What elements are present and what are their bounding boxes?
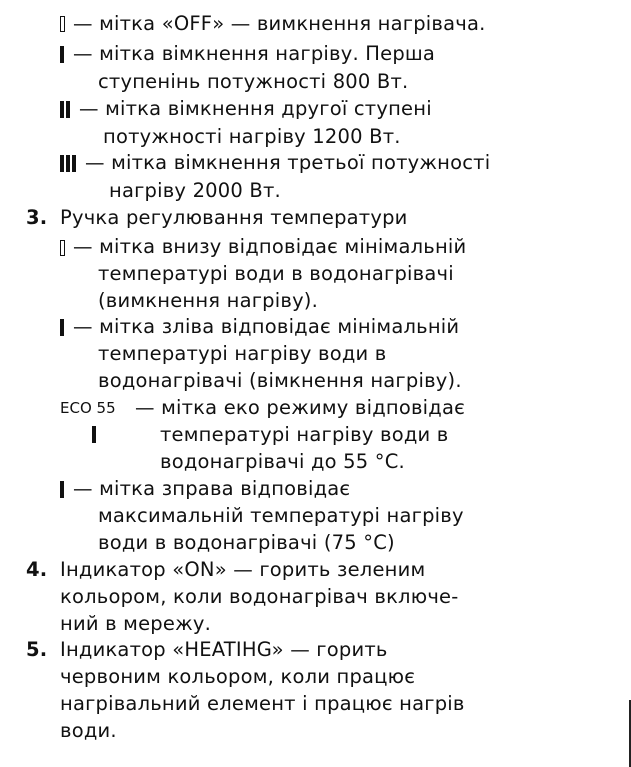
level1-mark-text-line1: — мітка вімкнення нагріву. Перша bbox=[73, 42, 436, 65]
item-5-text-line2: червоним кольором, коли працює bbox=[60, 665, 416, 688]
level3-mark-text-line2: нагріву 2000 Вт. bbox=[109, 179, 281, 202]
item-5-text-line4: води. bbox=[60, 719, 117, 742]
item-5-text-line3: нагрівальний елемент і працює нагрів bbox=[60, 692, 465, 715]
level1-mark-text-line2: ступенінь потужності 800 Вт. bbox=[98, 70, 409, 93]
level2-mark-text-line2: потужності нагріву 1200 Вт. bbox=[103, 125, 401, 148]
eco-mark-text-line2: температурі нагріву води в bbox=[160, 423, 449, 446]
item-5-number: 5. bbox=[26, 638, 48, 661]
left-mark-text-line1: — мітка зліва відповідає мінімальній bbox=[73, 315, 460, 338]
bottom-mark-text-line3: (вимкнення нагріву). bbox=[98, 289, 319, 312]
right-mark-text-line2: максимальній температурі нагріву bbox=[98, 504, 464, 527]
item-4-text-line3: ний в мережу. bbox=[60, 612, 211, 635]
level3-mark-text-line1: — мітка вімкнення третьої потужності bbox=[85, 151, 491, 174]
left-mark-text-line2: температурі нагріву води в bbox=[98, 342, 387, 365]
item-4-text-line1: Індикатор «ON» — горить зеленим bbox=[60, 558, 426, 581]
eco-mark-text-line1: — мітка еко режиму відповідає bbox=[135, 396, 465, 419]
level2-mark-text-line1: — мітка вімкнення другої ступені bbox=[79, 97, 432, 120]
off-mark-text: — мітка «OFF» — вимкнення нагрівача. bbox=[73, 12, 486, 35]
left-mark-text-line3: водонагрівачі (вімкнення нагріву). bbox=[98, 369, 462, 392]
bottom-mark-text-line1: — мітка внизу відповідає мінімальній bbox=[73, 235, 467, 258]
item-3-number: 3. bbox=[26, 206, 48, 229]
item-3-title: Ручка регулювання температури bbox=[60, 206, 408, 229]
right-mark-text-line3: води в водонагрівачі (75 °C) bbox=[98, 531, 395, 554]
eco-mark-text-line3: водонагрівачі до 55 °C. bbox=[160, 450, 405, 473]
eco-mark-label: ECO 55 bbox=[60, 399, 116, 417]
item-4-text-line2: кольором, коли водонагрівач включе- bbox=[60, 585, 459, 608]
item-5-text-line1: Індикатор «HEATIHG» — горить bbox=[60, 638, 388, 661]
item-4-number: 4. bbox=[26, 558, 48, 581]
right-mark-text-line1: — мітка зправа відповідає bbox=[73, 477, 351, 500]
bottom-mark-text-line2: температурі води в водонагрівачі bbox=[98, 262, 454, 285]
